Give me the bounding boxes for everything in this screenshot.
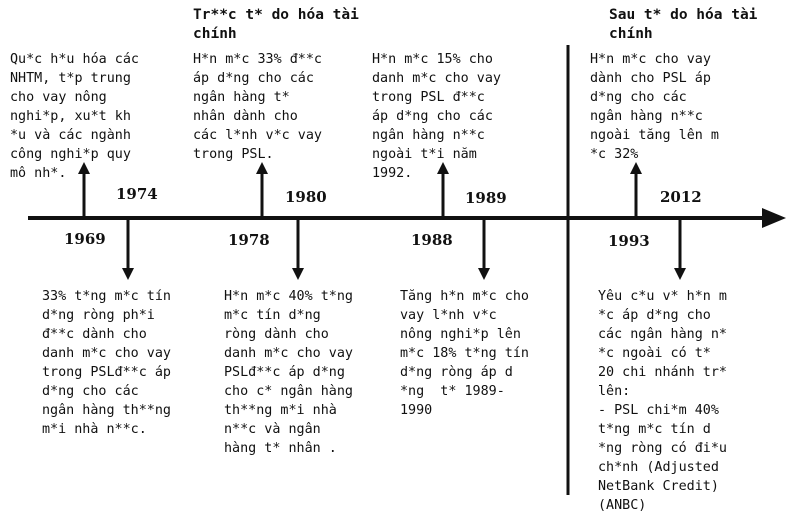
year-label-1989: 1989 bbox=[465, 189, 507, 207]
year-label-2012: 2012 bbox=[660, 188, 702, 206]
timeline-arrowhead bbox=[762, 208, 786, 228]
event-text-1988: H*n m*c 15% cho danh m*c cho vay trong PSL đ**c áp d*ng cho các ngân hàng n**c ngoài t*i năm 1992. bbox=[372, 52, 501, 181]
event-text-1969: Qu*c h*u hóa các NHTM, t*p trung cho vay nông nghi*p, xu*t kh *u và các ngành công nghi*p quy mô nh*. bbox=[10, 52, 139, 181]
event-text-1980: H*n m*c 40% t*ng m*c tín d*ng ròng dành cho danh m*c cho vay PSLđ**c áp d*ng cho c* ngân hàng th**ng m*i nhà n**c và ngân hàng t* nhân . bbox=[224, 289, 353, 456]
year-label-1969: 1969 bbox=[64, 230, 106, 248]
year-label-1993: 1993 bbox=[608, 232, 650, 250]
year-label-1988: 1988 bbox=[411, 231, 453, 249]
connector-1974 bbox=[122, 218, 134, 280]
header-before-liberalization: Tr**c t* do hóa tài chính bbox=[193, 7, 359, 42]
connector-1993 bbox=[630, 162, 642, 218]
connector-1989 bbox=[478, 218, 490, 280]
event-text-1993: H*n m*c cho vay dành cho PSL áp d*ng cho các ngân hàng n**c ngoài tăng lên m *c 32% bbox=[590, 52, 719, 162]
connector-1978 bbox=[256, 162, 268, 218]
year-label-1980: 1980 bbox=[285, 188, 327, 206]
connector-1980 bbox=[292, 218, 304, 280]
year-label-1978: 1978 bbox=[228, 231, 270, 249]
connector-2012 bbox=[674, 218, 686, 280]
year-label-1974: 1974 bbox=[116, 185, 158, 203]
event-text-1978: H*n m*c 33% đ**c áp d*ng cho các ngân hàng t* nhân dành cho các l*nh v*c vay trong PSL. bbox=[193, 52, 322, 162]
header-after-liberalization: Sau t* do hóa tài chính bbox=[609, 7, 758, 42]
event-text-2012: Yêu c*u v* h*n m *c áp d*ng cho các ngân hàng n* *c ngoài có t* 20 chi nhánh tr* lên: - PSL chi*m 40% t*ng m*c tín d *ng ròng có đi*u ch*nh (Adjusted NetBank Credit) (ANBC) bbox=[598, 289, 727, 511]
event-text-1989: Tăng h*n m*c cho vay l*nh v*c nông nghi*p lên m*c 18% t*ng tín d*ng ròng áp d *ng t* 1989- 1990 bbox=[400, 289, 529, 418]
event-text-1974: 33% t*ng m*c tín d*ng ròng ph*i đ**c dành cho danh m*c cho vay trong PSLđ**c áp d*ng cho các ngân hàng th**ng m*i nhà n**c. bbox=[42, 289, 171, 437]
